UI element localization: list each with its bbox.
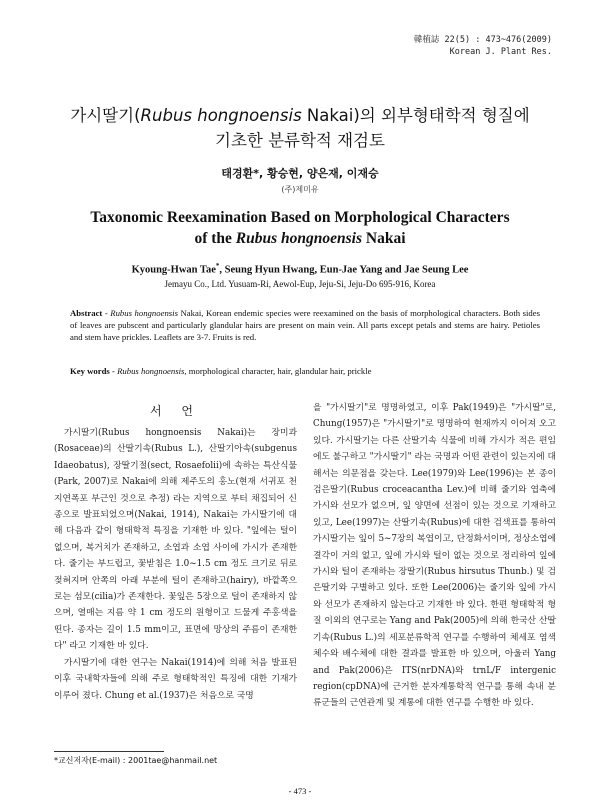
kr-title-pre: 가시딸기(	[70, 106, 141, 125]
en-title-line-1: Taxonomic Reexamination Based on Morphological Characters	[90, 209, 510, 226]
footnote-corresponding-author: *교신저자(E-mail) : 2001tae@hanmail.net	[54, 756, 218, 765]
abstract-species: Rubus hongnoensis	[110, 308, 178, 318]
co-authors: , Seung Hyun Hwang, Eun-Jae Yang and Jae Seung Lee	[219, 264, 469, 276]
en-title-species: Rubus hongnoensis	[235, 230, 363, 247]
first-author: Kyoung-Hwan Tae	[131, 264, 216, 276]
journal-citation	[414, 34, 552, 58]
keywords-text: , morphological character, hair, glandular hair, prickle	[184, 366, 372, 376]
korean-affiliation: (주)제미유	[281, 185, 319, 194]
en-title-post: Nakai	[362, 230, 406, 247]
english-authors	[0, 262, 600, 276]
english-affiliation: Jemayu Co., Ltd. Yusuam-Ri, Aewol-Eup, Jeju-Si, Jeju-Do 695-916, Korea	[164, 279, 436, 289]
keywords-sep: -	[109, 366, 118, 376]
kr-title-species: Rubus hongnoensis	[140, 106, 302, 125]
left-column	[54, 425, 297, 704]
en-title-pre: of the	[194, 230, 236, 247]
keywords	[70, 365, 540, 377]
corresponding-mark: *	[215, 262, 220, 270]
abstract-text: Nakai, Korean endemic species were reexamined on the basis of morphological characters. Both sides of leaves are pubscent and particularly glandular hairs are present on main vein. All parts except petals and stems are hairy. Petioles and stem have prickles. Leaflets are 3-7. Fruits is red.	[70, 308, 540, 342]
right-column	[313, 400, 556, 712]
left-paragraph-1: 가시딸기(Rubus hongnoensis Nakai)는 장미과(Rosaceae)의 산딸기속(Rubus L.), 산딸기아속(subgenus Idaeobatus), 장딸기절(sect, Rosaefolii)에 속하는 특산식물(Park, 2007)로 Nakai에 의해 제주도의 홍노(현재 서귀포 천지연폭포 부근인 것으로 추정) 라는 지역으로 부터 채집되어 신종으로 발표되었으며(Nakai, 1914), Nakai는 가시딸기에 대해 다음과 같이 형태학적 특징을 기재한 바 있다. "잎에는 털이 없으며, 복거치가 존재하고, 소엽과 소엽 사이에 가시가 존재한다. 줄기는 부드럽고, 꽃받침은 1.0~1.5 cm 정도 크기로 뒤로 젖혀지며 안쪽의 아래 부분에 털이 존재하고(hairy), 바깥쪽으로는 섬모(cilia)가 존재한다. 꽃잎은 5장으로 털이 존재하지 않으며, 열매는 지름 약 1 cm 정도의 원형이고 드물게 주홍색을 띤다. 종자는 길이 1.5 mm이고, 표면에 망상의 주름이 존재한다" 라고 기재한 바 있다.	[54, 428, 297, 652]
abstract-label: Abstract	[70, 308, 103, 318]
korean-title	[40, 103, 560, 153]
abstract	[70, 307, 540, 343]
left-paragraph-2: 가시딸기에 대한 연구는 Nakai(1914)에 의해 처음 발표된 이후 국내학자들에 의해 주로 형태학적인 특징에 대한 기재가 이루어 졌다. Chung et al.(1937)은 처음으로 국명	[54, 657, 297, 701]
footnote-rule	[54, 751, 164, 752]
english-title	[40, 207, 560, 249]
kr-title-line-2: 기초한 분류학적 재검토	[215, 131, 385, 150]
kr-title-post: Nakai)의 외부형태학적 형질에	[301, 106, 530, 125]
keywords-label: Key words	[70, 366, 110, 376]
korean-authors: 태경환*, 황승현, 양은재, 이재승	[221, 167, 379, 180]
journal-line-2: Korean J. Plant Res.	[449, 47, 552, 57]
keywords-species: Rubus hongnoensis	[117, 366, 185, 376]
abstract-sep: -	[102, 308, 111, 318]
right-paragraph-1: 을 "가시딸기"로 명명하였고, 이후 Pak(1949)은 "가시딸"로, Chung(1957)은 "가시딸기"로 명명하여 현재까지 이어져 오고 있다. 가시딸기는 다른 산딸기속 식물에 비해 가시가 적은 편임에도 불구하고 "가시딸기" 라는 국명과 어떤 관련이 있는지에 대해서는 의문점을 갖는다. Lee(1979)와 Lee(1996)는 본 종이 검은딸기(Rubus croceacantha Lev.)에 비해 줄기와 엽축에 가시와 선모가 없으며, 잎 양면에 선점이 있는 것으로 기재하고 있고, Lee(1997)는 산딸기속(Rubus)에 대한 검색표를 통하여 가시딸기는 잎이 5~7장의 복엽이고, 단정화서이며, 정상소엽에 결각이 거의 없고, 잎에 가시와 털이 없는 것으로 정리하여 잎에 가시와 털이 존재하는 장딸기(Rubus hirsutus Thunb.) 및 검은딸기와 구별하고 있다. 또한 Lee(2006)는 줄기와 잎에 가시와 선모가 존재하지 않는다고 기재한 바 있다. 한편 형태학적 형질 이외의 연구로는 Yang and Pak(2005)에 의해 한국산 산딸기속(Rubus L.)의 세포분류학적 연구를 수행하여 체세포 염색체수와 배수체에 대한 결과를 발표한 바 있으며, 아울러 Yang and Pak(2006)은 ITS(nrDNA)와 trnL/F intergenic region(cpDNA)에 근거한 분자계통학적 연구를 통해 속내 분류군들의 근연관계 및 계통에 대한 연구를 수행한 바 있다.	[313, 403, 556, 709]
journal-line-1: 韓植誌 22(5) : 473~476(2009)	[413, 35, 552, 45]
section-heading-introduction: 서 언	[150, 404, 201, 418]
page-number: - 473 -	[288, 786, 312, 796]
